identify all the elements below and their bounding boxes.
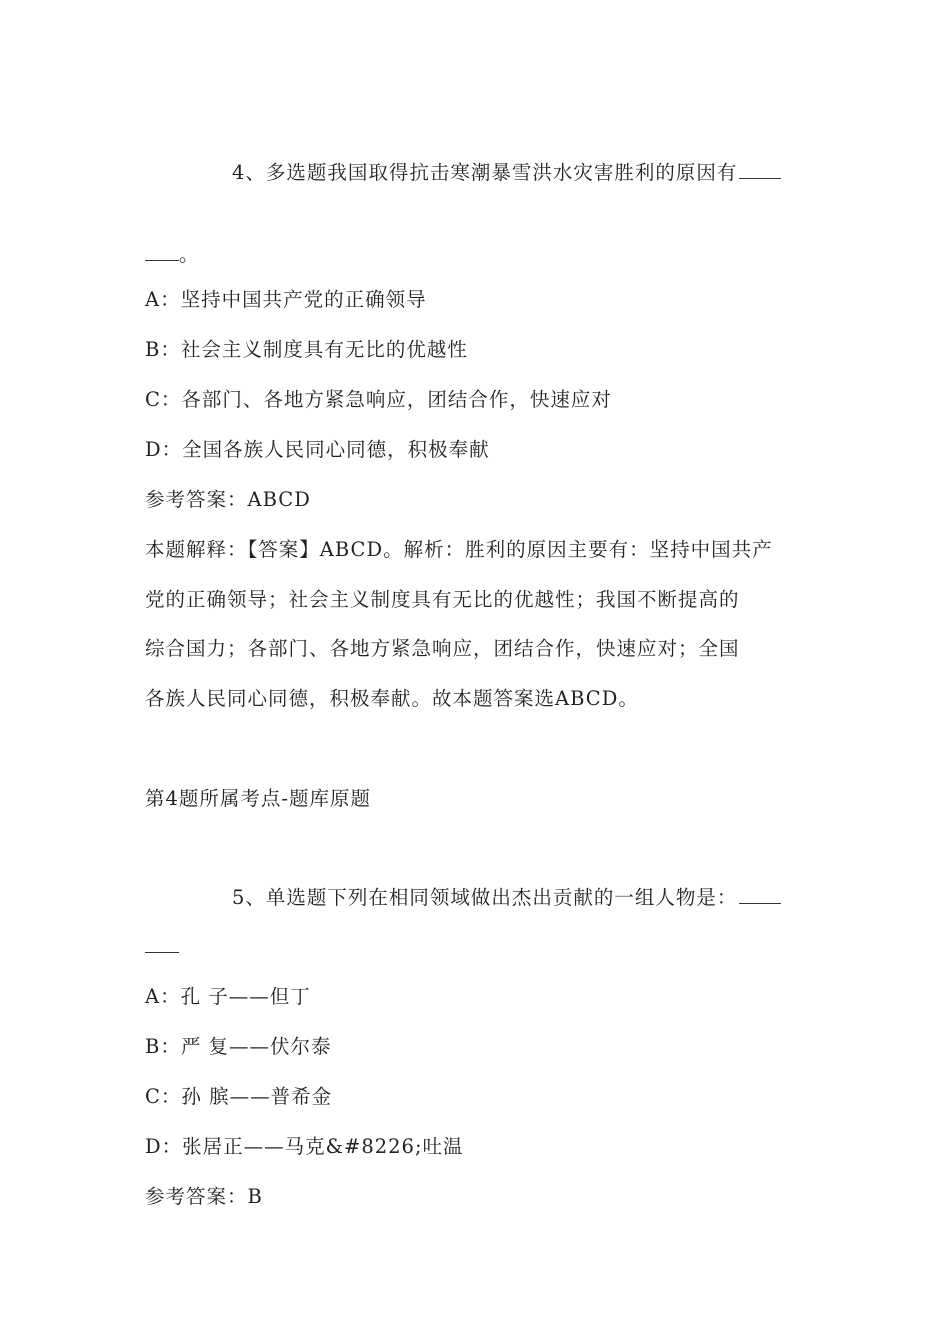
q5-answer-blank [739,902,781,904]
q4-option-c: C：各部门、各地方紧急响应，团结合作，快速应对 [145,388,612,411]
q4-answer-blank-continued [145,259,179,261]
q4-explanation-line-1: 本题解释：【答案】ABCD。解析：胜利的原因主要有：坚持中国共产 [145,538,773,561]
q5-option-b: B：严 复——伏尔泰 [145,1035,332,1058]
q4-option-d: D：全国各族人民同心同德，积极奉献 [145,438,490,461]
q4-stem-end: 。 [179,243,200,266]
q5-option-c: C：孙 膑——普希金 [145,1085,333,1108]
q5-stem-line [232,885,781,911]
q4-answer-blank [739,177,781,179]
q5-answer: 参考答案：B [145,1185,263,1208]
q4-explanation-line-3: 综合国力；各部门、各地方紧急响应，团结合作，快速应对；全国 [145,637,740,660]
q4-knowledge-point: 第4题所属考点-题库原题 [145,787,371,810]
q4-option-b: B：社会主义制度具有无比的优越性 [145,338,468,361]
q4-explanation-line-4: 各族人民同心同德，积极奉献。故本题答案选ABCD。 [145,687,639,710]
q4-option-a: A：坚持中国共产党的正确领导 [145,288,427,311]
q5-stem-continuation [145,934,179,960]
q4-answer: 参考答案：ABCD [145,488,311,511]
q4-stem-line [232,160,781,186]
q4-stem-continuation [145,242,200,268]
q4-explanation-line-2: 党的正确领导；社会主义制度具有无比的优越性；我国不断提高的 [145,588,740,611]
q5-stem: 5、单选题下列在相同领域做出杰出贡献的一组人物是： [232,886,738,909]
q4-stem: 4、多选题我国取得抗击寒潮暴雪洪水灾害胜利的原因有 [232,161,738,184]
q5-answer-blank-continued [145,951,179,953]
q5-option-a: A：孔 子——但丁 [145,985,311,1008]
q5-option-d: D：张居正——马克&#8226;吐温 [145,1135,464,1158]
